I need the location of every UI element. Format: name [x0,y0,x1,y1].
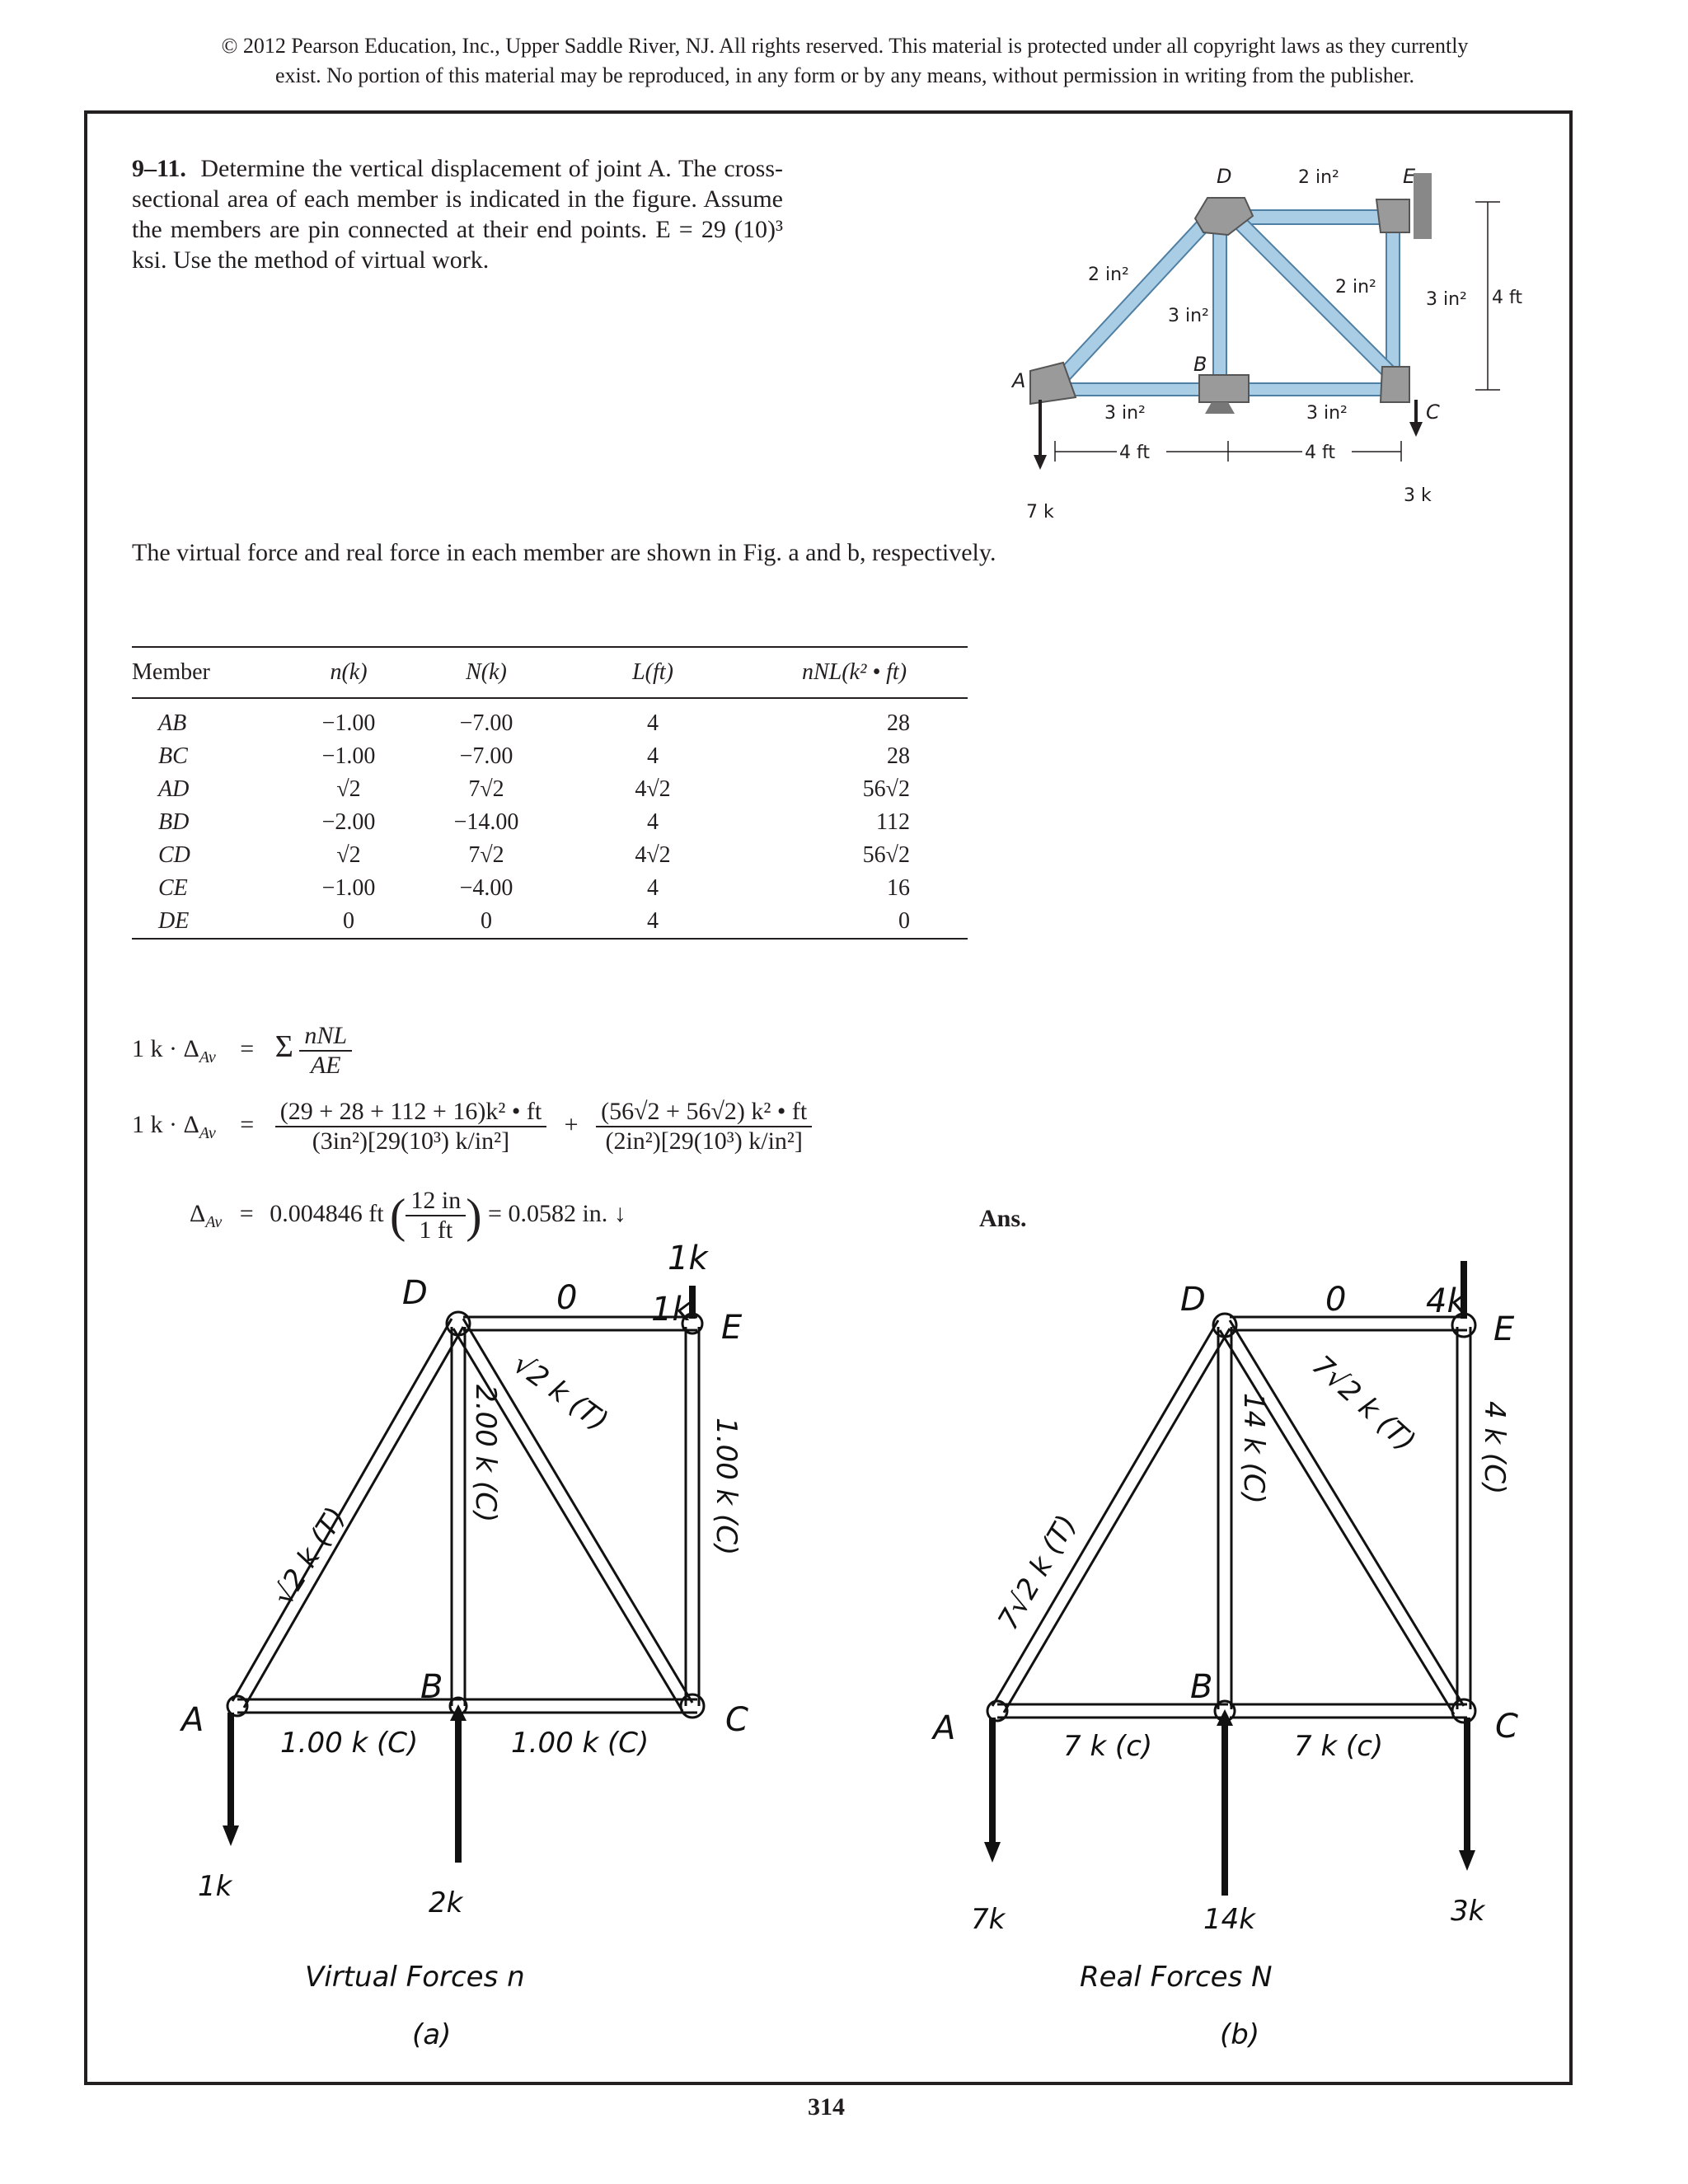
copyright-line-1: © 2012 Pearson Education, Inc., Upper Saddle River, NJ. All rights reserved. This material is protected under all copyright laws as they currently [221,34,1469,58]
joint-a-a: A [181,1701,204,1739]
load-label-top-a [643,1286,742,1335]
member-ce-a: 1.00 k (C) [710,1418,743,1556]
cell: 7√2 [468,842,504,868]
cell: 4 [647,809,659,835]
member-ce-b: 4 k (C) [1478,1401,1511,1495]
member-ad-a: √2 k (T) [266,1501,353,1611]
cell: 56√2 [862,776,910,802]
equation-2: 1 $k \cdot \Delta_{Av}$ = $\frac{\text{(29 + 28 + 112 + 16)k² • ft}}{\text{(3in²)[29(10³) k/in²]}}$ + $\frac{\text{(56√2 + 56√2) k² • ft}}{\text{(2in²)[29(10³) k/in²]}}$ [132,1098,812,1155]
eq3-sub: Av [205,1212,223,1231]
load-b-b: 14k [1203,1903,1255,1936]
eq3-lhs: Δ [190,1199,206,1227]
eq3-den: 1 ft [419,1216,453,1244]
title-b: Real Forces N [1080,1961,1273,1994]
title-a: Virtual Forces n [305,1961,525,1994]
eq1-sigma: Σ [274,1029,293,1064]
label-b: B [1193,353,1207,376]
area-cd: 2 in² [1335,277,1376,298]
label-a: A [1012,369,1026,392]
load-label-top-b [1418,1277,1517,1327]
cell: −4.00 [459,875,513,901]
cell: 4 [647,710,659,736]
cell: CE [158,875,188,901]
member-bd-b: 14 k (C) [1237,1393,1270,1504]
joint-c-b: C [1495,1708,1518,1746]
equation-3: $\Delta_{Av} = 0.004846$ ft ( $\frac{12 in}{1 ft}$ ) = 0.0582 in. ↓ [190,1187,626,1244]
cell: AB [158,710,187,736]
member-de-b: 0 [1325,1281,1347,1319]
problem-statement [132,153,783,275]
load-top-a-text: 1k [651,1291,692,1329]
header-member: Member [132,647,290,698]
joint-b-a: B [420,1668,443,1706]
joint-e-a: E [721,1309,743,1347]
label-c: C [1426,401,1440,424]
member-bc-b: 7 k (c) [1294,1730,1384,1763]
eq1-lhs: 1 k · Δ [132,1034,199,1062]
wall-support [1414,173,1432,239]
eq2-sub: Av [199,1123,216,1142]
label-d: D [1217,165,1232,188]
cell: 4 [647,875,659,901]
area-ab: 3 in² [1104,403,1146,424]
cell: 16 [887,875,910,901]
member-ab [1055,383,1220,396]
eq2-plus: + [564,1110,579,1138]
header-L: L(ft) [565,647,740,698]
cell: DE [132,905,290,939]
cell: 4√2 [635,842,671,868]
eq2-den1: (3in²)[29(10³) k/in²] [312,1127,510,1155]
area-bc: 3 in² [1306,403,1348,424]
load-a-b: 7k [971,1903,1006,1936]
area-de: 2 in² [1298,167,1339,188]
area-ce: 3 in² [1426,289,1467,310]
cell: 4√2 [635,776,671,802]
eq2-num1: (29 + 28 + 112 + 16)k² • ft [275,1098,546,1127]
member-ab-b: 7 k (c) [1063,1730,1153,1763]
eq2-lhs: 1 k · Δ [132,1110,199,1138]
cell: −7.00 [459,743,513,769]
eq3-result: = 0.0582 in. ↓ [488,1199,626,1227]
figure-b-real [933,1281,1566,2051]
header-n: n(k) [290,647,407,698]
cell: BD [158,809,190,835]
cell: 7√2 [468,776,504,802]
page-number: 314 [808,2093,845,2121]
eq2-num2: (56√2 + 56√2) k² • ft [596,1098,812,1127]
copyright-line-2: exist. No portion of this material may be reproduced, in any form or by any means, without permission in writing from the publisher. [274,63,1415,87]
header-nNL: nNL(k² • ft) [740,647,968,698]
member-de-a: 0 [556,1279,578,1317]
dim-ce: 4 ft [1492,288,1522,308]
load-b-a: 2k [429,1886,463,1919]
cell: −1.00 [321,743,376,769]
joint-d-b: D [1180,1281,1206,1319]
table-row [132,905,968,939]
joint-c-a: C [725,1701,748,1739]
member-ad-b: 7√2 k (T) [992,1509,1084,1636]
table-row [132,773,968,806]
joint-d-a: D [402,1274,428,1312]
joint-e-b: E [1493,1310,1515,1348]
table-row [132,740,968,773]
joint-b-b: B [1190,1668,1213,1706]
cell: −7.00 [459,710,513,736]
cell: −2.00 [321,809,376,835]
header-N: N(k) [407,647,565,698]
dim-bc: 4 ft [1305,443,1335,463]
pin-support [1205,402,1235,414]
load-top-a: 1k [668,1240,708,1277]
label-e: E [1403,165,1416,188]
truss-figure [973,157,1550,536]
eq1-den: AE [310,1052,341,1079]
cell: 4 [565,905,740,939]
cell: 112 [876,809,910,835]
joint-a-b: A [933,1709,956,1747]
eq3-value: 0.004846 ft [270,1199,384,1227]
table-row [132,698,968,740]
table-row [132,806,968,839]
load-3k: 3 k [1404,485,1432,506]
caption-b: (b) [1220,2018,1260,2051]
member-bc-a: 1.00 k (C) [511,1727,649,1760]
cell: 0 [290,905,407,939]
load-7k: 7 k [1026,502,1054,523]
truss-members [1051,208,1403,396]
area-ad: 2 in² [1088,265,1129,285]
cell: AD [158,776,190,802]
member-table [132,646,968,940]
cell: 56√2 [862,842,910,868]
eq3-num: 12 in [406,1187,466,1216]
equation-1: 1 $k \cdot \Delta_{Av} = \Sigma$ $\frac{\text{nNL}}{AE}$ [132,1022,352,1080]
problem-text: Determine the vertical displacement of joint A. The cross-sectional area of each member is indicated in the figure. Assume the members are pin connected at their end points. E = 29 (10)³ ksi. Use the method of virtual work. [132,155,783,274]
cell: 0 [740,905,968,939]
load-a-a: 1k [198,1870,232,1903]
table-row [132,872,968,905]
cell: BC [158,743,188,769]
cell: CD [158,842,190,868]
cell: 4 [647,743,659,769]
cell: √2 [336,776,361,802]
dim-ab: 4 ft [1119,443,1150,463]
member-bd-a: 2.00 k (C) [469,1385,502,1523]
cell: 28 [887,710,910,736]
caption-a: (a) [412,2018,452,2051]
member-cd-a: √2 k (T) [506,1347,614,1438]
cell: −14.00 [453,809,519,835]
area-bd: 3 in² [1168,306,1209,326]
problem-number: 9–11. [132,155,186,182]
member-ab-a: 1.00 k (C) [280,1727,419,1760]
cell: √2 [336,842,361,868]
intro-text: The virtual force and real force in each member are shown in Fig. a and b, respectively. [132,539,996,566]
cell: −1.00 [321,710,376,736]
load-c-b: 3k [1451,1895,1485,1928]
cell: −1.00 [321,875,376,901]
cell: 0 [407,905,565,939]
answer-label: Ans. [979,1205,1027,1232]
member-bd [1213,216,1226,386]
load-top-b-text: 4k [1426,1282,1466,1320]
eq1-num: nNL [299,1022,352,1052]
member-cd-b: 7√2 k (T) [1305,1348,1422,1459]
eq1-sub: Av [199,1047,216,1066]
cell: 28 [887,743,910,769]
table-row [132,839,968,872]
eq2-den2: (2in²)[29(10³) k/in²] [605,1127,803,1155]
figure-a-virtual [165,1240,791,2051]
copyright-notice [107,31,1582,91]
table-header [132,647,968,698]
